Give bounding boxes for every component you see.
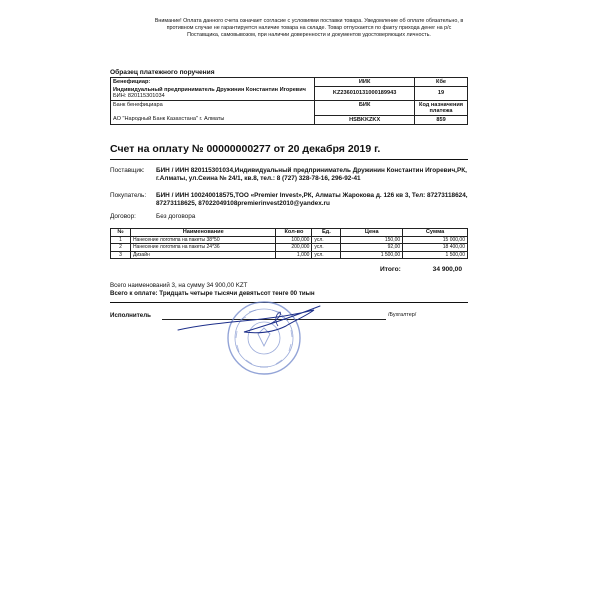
item-quantity: 200,000 [276,244,312,251]
iik-label: ИИК [315,78,415,87]
supplier-value: БИН / ИИН 820115301034,Индивидуальный предприниматель Дружинин Константин Игоревич,РК, г.Алматы, ул.Сеина № 24/1, кв.8, тел.: 8 (727) 328-78-16, 296-92-41 [156,167,467,183]
table-row [111,244,468,251]
row-number: 2 [111,244,131,251]
contract-label: Договор: [110,213,136,220]
item-quantity: 1,000 [276,251,312,258]
column-header: Кол-во [276,229,312,237]
item-name: Нанесение логотипа на пакеты 24*36 [130,244,276,251]
item-quantity: 100,000 [276,237,312,244]
column-header: Наименование [130,229,276,237]
bik-label: БИК [315,101,415,116]
invoice-title: Счет на оплату № 00000000277 от 20 декабря 2019 г. [110,143,381,155]
column-header: № [111,229,131,237]
signature-block [110,312,468,376]
item-sum: 1 500,00 [403,251,468,258]
payment-order-title: Образец платежного поручения [110,69,215,76]
beneficiary-cell [111,86,315,101]
row-number: 3 [111,251,131,258]
table-row [111,237,468,244]
buyer-block [110,192,468,210]
table-row [111,251,468,258]
signature-scribble-icon [174,302,324,338]
buyer-value: БИН / ИИН 100240018575,ТОО «Premier Invest»,РК, Алматы Жарокова д. 126 кв 3, Тел: 87273118624, 87273118625, 87022049108premierinvest2010@yandex.ru [156,192,468,208]
item-unit: усл. [312,251,341,258]
bank-label: Банк бенефициара [111,101,315,116]
beneficiary-bin: БИН: 820115301034 [113,93,165,100]
supplier-block [110,167,468,185]
item-price: 150,00 [341,237,403,244]
item-name: Нанесение логотипа на пакеты 38*50 [130,237,276,244]
title-rule [110,159,468,160]
total-label: Итого: [380,266,401,273]
column-header: Цена [341,229,403,237]
beneficiary-label: Бенефициар: [111,78,315,87]
bik-value: HSBKKZKX [315,116,415,125]
contract-block [110,213,468,222]
knp-label: Код назначения платежа [415,101,468,116]
item-name: Дизайн [130,251,276,258]
column-header: Сумма [403,229,468,237]
item-price: 1 500,00 [341,251,403,258]
item-unit: усл. [312,237,341,244]
bank-name: АО "Народный Банк Казахстана" г. Алматы [111,116,315,125]
amount-in-words: Всего к оплате: Тридцать четыре тысячи девятьсот тенге 00 тиын [110,290,315,298]
buyer-label: Покупатель: [110,192,147,199]
item-sum: 18 400,00 [403,244,468,251]
knp-value: 859 [415,116,468,125]
iik-value: KZ236010131000189943 [315,86,415,101]
executor-label: Исполнитель [110,312,151,319]
total-value: 34 900,00 [432,266,462,273]
items-table [110,228,468,259]
contract-value: Без договора [156,213,196,220]
kbe-label: Кбе [415,78,468,87]
kbe-value: 19 [415,86,468,101]
item-price: 92,00 [341,244,403,251]
bank-details-table [110,77,468,125]
payment-notice: Внимание! Оплата данного счета означает согласие с условиями поставки товара. Уведомление об оплате обязательно, в противном случае не гарантируется наличие товара на складе. Товар отпускается по факту прихода денег на р/с Поставщика, самовывозом, при наличии доверенности и документов удостоверяющих личность. [154,18,464,38]
beneficiary-name: Индивидуальный предприниматель Дружинин Константин Игоревич [113,86,306,93]
items-header-row [111,229,468,237]
accountant-label: /Бухгалтер/ [388,312,417,318]
row-number: 1 [111,237,131,244]
supplier-label: Поставщик: [110,167,145,174]
item-sum: 15 000,00 [403,237,468,244]
items-count-summary: Всего наименований 3, на сумму 34 900,00 KZT [110,282,248,289]
column-header: Ед. [312,229,341,237]
summary-block [110,282,468,299]
item-unit: усл. [312,244,341,251]
